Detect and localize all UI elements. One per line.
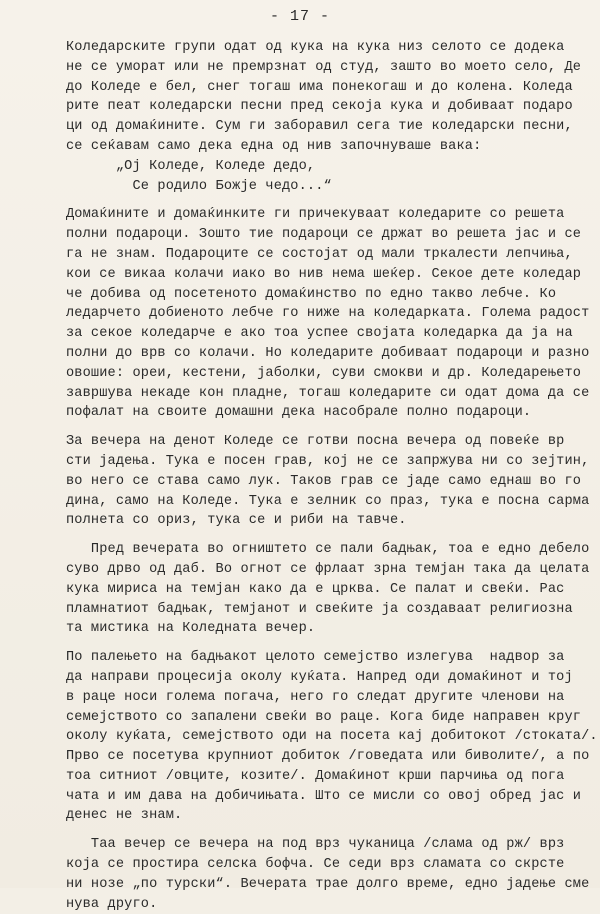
body-text <box>66 38 598 914</box>
text-line: кука мириса на темјан како да е црква. Се палат и свеќи. Рас <box>66 581 565 597</box>
text-line: нува друго. <box>66 896 158 912</box>
paragraph-gap <box>66 531 586 540</box>
text-line: полни подароци. Зошто тие подароци се држат во решета јас и се <box>66 227 582 243</box>
text-line: За вечера на денот Коледе се готви посна вечера од повеќе вр <box>66 434 565 450</box>
paragraph <box>66 38 586 196</box>
text-line: та мистика на Коледната вечер. <box>66 621 316 637</box>
text-line: Домаќините и домаќинките ги причекуваат коледарите со решета <box>66 207 565 223</box>
paragraph <box>66 432 590 531</box>
text-line: околу куќата, семејството оди на посета кај добитокот /стоката/. <box>66 729 598 745</box>
text-line: ни нозе „по турски“. Вечерата трае долго време, едно јадење сме <box>66 876 590 892</box>
text-line: в раце носи голема погача, него го следат другите членови на <box>66 689 565 705</box>
text-line: Прво се посетува крупниот добиток /говедата или биволите/, а по <box>66 749 590 765</box>
paragraph <box>66 540 590 639</box>
text-line: Коледарските групи одат од кука на кука низ селото се додека <box>66 40 565 55</box>
text-line: за секое коледарче е ако тоа успее својата коледарка да ја на <box>66 326 573 342</box>
text-line: Таа вечер се вечера на под врз чуканица /слама од рж/ врз <box>66 837 565 853</box>
text-line: се сеќавам само дека една од нив започнуваше вака: <box>66 138 482 154</box>
text-line: дина, само на Коледе. Тука е зелник со праз, тука е посна сарма <box>66 493 590 509</box>
text-line: да направи процесија околу куќата. Напред оди домаќинот и тој <box>66 669 573 685</box>
text-line: кои се викаа колачи иако во нив нема шеќер. Секое дете коледар <box>66 266 582 282</box>
paragraph-gap <box>66 826 586 835</box>
text-line: тоа ситниот /овците, козите/. Домаќинот крши парчиња од пога <box>66 768 565 784</box>
text-line: во него се става само лук. Таков грав се јаде само еднаш во го <box>66 473 582 489</box>
text-line: Се родило Божје чедо...“ <box>66 178 332 194</box>
text-line: завршува некаде кон пладне, тогаш коледарите си одат дома да се <box>66 385 590 401</box>
text-line: че добива од посетеното домаќинство по едно такво лебче. Ко <box>66 286 557 302</box>
text-line: денес не знам. <box>66 808 183 824</box>
text-line: ци од домаќините. Сум ги заборавил сега тие коледарски песни, <box>66 119 573 135</box>
text-line: чата и им дава на добичињата. Што се мисли со овој обред јас и <box>66 788 582 804</box>
text-line: до Коледе е бел, снег тогаш има понекогаш и до колена. Коледа <box>66 79 573 95</box>
text-line: пофалат на своите домашни дека насобрале полно подароци. <box>66 405 532 421</box>
paragraph-gap <box>66 639 586 648</box>
page-number: - 17 - <box>269 8 330 25</box>
text-line: семејството со запалени свеќи во раце. Кога биде направен круг <box>66 709 582 725</box>
paragraph <box>66 648 598 826</box>
paragraph-gap <box>66 196 586 205</box>
text-line: рите пеат коледарски песни пред секоја кука и добиваат подаро <box>66 99 573 115</box>
text-line: сти јадења. Тука е посен грав, кој не се запржува ни со зејтин, <box>66 453 590 469</box>
text-line: ледарчето добиеното лебче го ниже на коледарката. Голема радост <box>66 306 590 322</box>
text-line: пламнатиот бадњак, темјанот и свеќите ја создаваат религиозна <box>66 601 573 617</box>
text-line: полнета со ориз, тука се и риби на тавче. <box>66 513 407 529</box>
paragraph <box>66 835 590 914</box>
paragraph <box>66 205 590 423</box>
paragraph-gap <box>66 423 586 432</box>
text-line: не се уморат или не премрзнат од студ, зашто во моето село, Де <box>66 59 582 75</box>
text-line: полни до врв со колачи. Но коледарите добиваат подароци и разно <box>66 345 590 361</box>
text-line: овошие: ореи, кестени, јаболки, суви смокви и др. Коледарењето <box>66 365 582 381</box>
text-line: Пред вечерата во огништето се пали бадњак, тоа е едно дебело <box>66 542 590 558</box>
text-line: га не знам. Подароците се состојат од мали тркалести лепчиња, <box>66 246 573 262</box>
text-line: По палењето на бадњакот целото семејство излегува надвор за <box>66 650 565 666</box>
text-line: суво дрво од даб. Во огнот се фрлаат зрна темјан така да целата <box>66 561 590 577</box>
text-line: која се простира селска бофча. Се седи врз сламата со скрсте <box>66 857 565 873</box>
text-line: „Ој Коледе, Коледе дедо, <box>66 158 316 174</box>
